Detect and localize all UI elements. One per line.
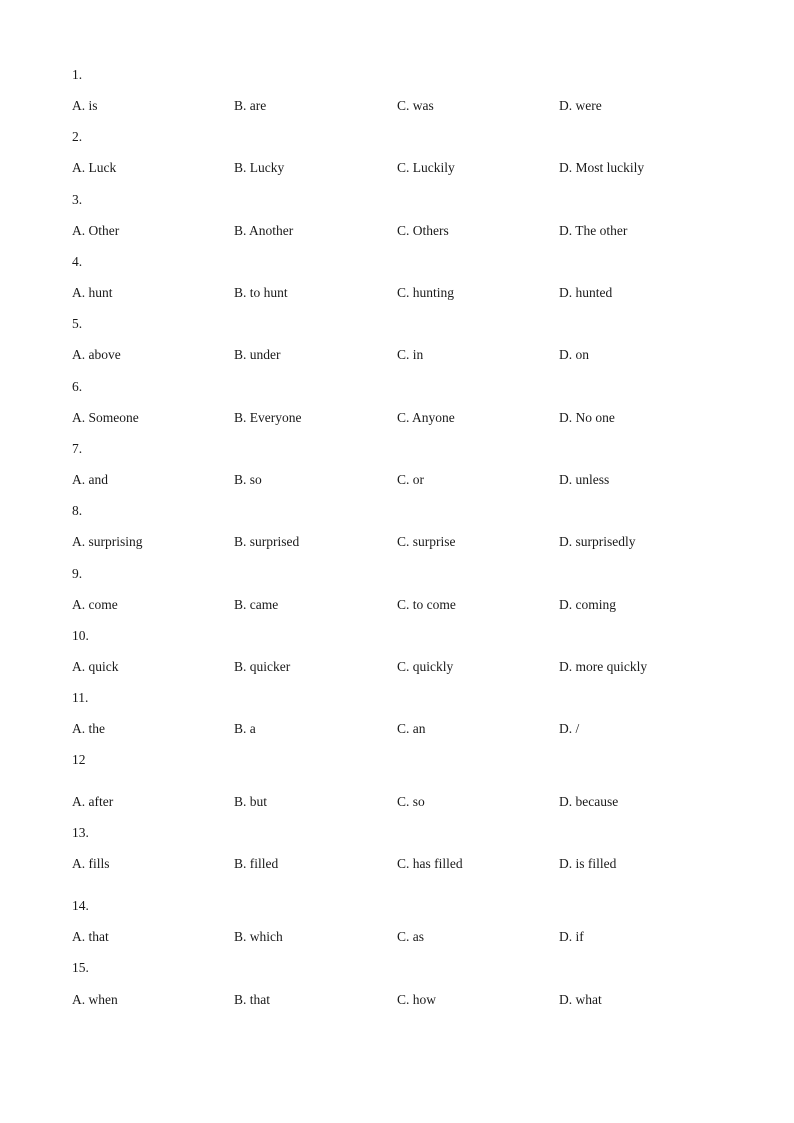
option-b: B. Everyone	[234, 410, 302, 425]
question-number: 13.	[72, 825, 89, 840]
option-c: C. so	[397, 794, 425, 809]
option-d: D. /	[559, 721, 580, 736]
question-number: 5.	[72, 316, 83, 331]
option-d: D. if	[559, 929, 584, 944]
option-d: D. what	[559, 992, 602, 1007]
question-number: 9.	[72, 566, 83, 581]
option-b: B. Another	[234, 223, 294, 238]
option-b: B. but	[234, 794, 268, 809]
question-number: 10.	[72, 628, 89, 643]
option-d: D. hunted	[559, 285, 613, 300]
option-a: A. after	[72, 794, 114, 809]
option-c: C. Others	[397, 223, 449, 238]
option-b: B. filled	[234, 856, 279, 871]
option-b: B. under	[234, 347, 281, 362]
option-b: B. which	[234, 929, 283, 944]
option-c: C. Luckily	[397, 160, 455, 175]
option-c: C. as	[397, 929, 424, 944]
question-number: 7.	[72, 441, 83, 456]
option-a: A. quick	[72, 659, 119, 674]
option-c: C. how	[397, 992, 437, 1007]
question-number: 14.	[72, 898, 89, 913]
question-number: 12	[72, 752, 86, 767]
option-c: C. hunting	[397, 285, 455, 300]
option-b: B. so	[234, 472, 262, 487]
question-number: 3.	[72, 192, 83, 207]
option-d: D. because	[559, 794, 619, 809]
option-a: A. the	[72, 721, 105, 736]
option-b: B. came	[234, 597, 279, 612]
option-b: B. Lucky	[234, 160, 285, 175]
option-c: C. was	[397, 98, 434, 113]
option-c: C. to come	[397, 597, 456, 612]
question-number: 2.	[72, 129, 83, 144]
question-number: 6.	[72, 379, 83, 394]
option-a: A. that	[72, 929, 109, 944]
question-number: 8.	[72, 503, 83, 518]
option-d: D. more quickly	[559, 659, 648, 674]
option-a: A. Someone	[72, 410, 139, 425]
question-number: 11.	[72, 690, 89, 705]
option-a: A. is	[72, 98, 98, 113]
option-b: B. are	[234, 98, 267, 113]
option-a: A. fills	[72, 856, 110, 871]
option-a: A. come	[72, 597, 118, 612]
option-c: C. quickly	[397, 659, 454, 674]
option-d: D. No one	[559, 410, 615, 425]
question-number: 1.	[72, 67, 83, 82]
option-c: C. in	[397, 347, 424, 362]
option-d: D. coming	[559, 597, 616, 612]
option-d: D. on	[559, 347, 589, 362]
option-d: D. were	[559, 98, 602, 113]
option-c: C. or	[397, 472, 424, 487]
option-c: C. Anyone	[397, 410, 455, 425]
option-c: C. an	[397, 721, 426, 736]
option-d: D. Most luckily	[559, 160, 645, 175]
option-b: B. quicker	[234, 659, 291, 674]
option-a: A. Other	[72, 223, 120, 238]
option-d: D. is filled	[559, 856, 617, 871]
option-a: A. hunt	[72, 285, 113, 300]
option-d: D. unless	[559, 472, 610, 487]
option-d: D. The other	[559, 223, 628, 238]
option-a: A. and	[72, 472, 108, 487]
option-a: A. surprising	[72, 534, 143, 549]
question-number: 15.	[72, 960, 89, 975]
option-a: A. Luck	[72, 160, 117, 175]
option-d: D. surprisedly	[559, 534, 636, 549]
question-number: 4.	[72, 254, 83, 269]
option-a: A. above	[72, 347, 121, 362]
option-b: B. a	[234, 721, 256, 736]
option-b: B. surprised	[234, 534, 300, 549]
option-a: A. when	[72, 992, 118, 1007]
option-b: B. to hunt	[234, 285, 288, 300]
option-b: B. that	[234, 992, 270, 1007]
option-c: C. surprise	[397, 534, 456, 549]
option-c: C. has filled	[397, 856, 463, 871]
